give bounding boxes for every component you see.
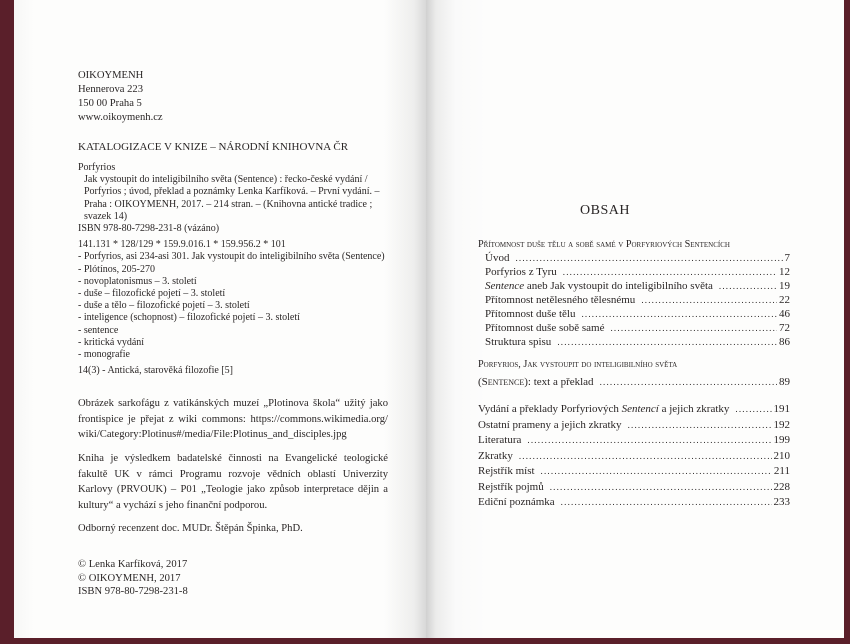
toc-entry[interactable] bbox=[485, 335, 790, 349]
dot-leader bbox=[641, 293, 777, 307]
catalog-subject: - inteligence (schopnost) – filozofické pojetí – 3. století bbox=[78, 312, 300, 324]
dot-leader bbox=[600, 375, 777, 389]
toc-entry-label bbox=[478, 418, 622, 432]
toc-entry-text: Struktura spisu bbox=[485, 336, 552, 348]
toc-entry[interactable] bbox=[485, 251, 790, 265]
toc-entry[interactable] bbox=[478, 433, 790, 447]
funding-note: Kniha je výsledkem badatelské činnosti na Evangelické teologické fakultě UK v rámci Programu rozvoje vědních oblastí Univerzity Karlovy (PRVOUK) – P01 „Teologie jako způsob interpretace dějin a kultury“ a vychází s jeho finanční podporou. bbox=[78, 453, 388, 511]
catalog-record bbox=[78, 162, 388, 377]
publisher-web: www.oikoymenh.cz bbox=[78, 112, 163, 123]
toc-entry[interactable] bbox=[485, 265, 790, 279]
dot-leader bbox=[550, 480, 772, 494]
toc-entry-italic: Sentencí bbox=[621, 403, 659, 415]
toc-section2-rest: : text a překlad bbox=[527, 376, 594, 388]
copyright-author: © Lenka Karfíková, 2017 bbox=[78, 559, 188, 570]
catalog-subject: - novoplatonismus – 3. století bbox=[78, 275, 197, 287]
toc-page-number: 22 bbox=[779, 294, 790, 306]
toc-entry-label bbox=[485, 307, 575, 321]
toc-entry[interactable] bbox=[478, 480, 790, 494]
toc-section1-heading: Přítomnost duše tělu a sobě samé v Porfyriových Sentencích bbox=[478, 239, 730, 250]
toc-entry-text: a jejich zkratky bbox=[658, 403, 730, 415]
toc-entry-text: Porfyrios z Tyru bbox=[485, 266, 557, 278]
dot-leader bbox=[541, 464, 772, 478]
toc-page-number: 199 bbox=[773, 434, 790, 446]
catalog-classification: 141.131 * 128/129 * 159.9.016.1 * 159.956.2 * 101 bbox=[78, 239, 286, 251]
toc-entry-label bbox=[478, 480, 544, 494]
dot-leader bbox=[628, 418, 772, 432]
dot-leader bbox=[735, 402, 771, 416]
toc-entry-label bbox=[485, 321, 604, 335]
toc-section2-heading: Porfyrios, Jak vystoupit do inteligibilního světa bbox=[478, 359, 678, 370]
toc-entry[interactable] bbox=[485, 321, 790, 335]
toc-entry-label bbox=[478, 464, 535, 478]
toc-entry-label bbox=[478, 449, 513, 463]
dot-leader bbox=[557, 335, 777, 349]
toc-entry-text: Zkratky bbox=[478, 449, 513, 462]
toc-entry-text: Literatura bbox=[478, 434, 522, 446]
catalog-conspectus: 14(3) - Antická, starověká filozofie [5] bbox=[78, 365, 233, 377]
toc-page-number: 12 bbox=[779, 266, 790, 278]
catalog-subject: - kritická vydání bbox=[78, 336, 145, 348]
toc-entry-italic: Sentence bbox=[485, 280, 525, 292]
catalog-subject: - monografie bbox=[78, 349, 130, 361]
toc-entry[interactable] bbox=[485, 279, 790, 293]
catalog-subject: - Porfyrios, asi 234-asi 301. Jak vystoupit do inteligibilního světa (Sentence) bbox=[78, 251, 385, 263]
dot-leader bbox=[519, 449, 772, 463]
toc-page-number: 210 bbox=[773, 449, 790, 462]
toc-section2-sc: (Sentence) bbox=[478, 376, 528, 388]
catalog-subject: - sentence bbox=[78, 324, 119, 336]
toc-entry-text: Přítomnost duše tělu bbox=[485, 308, 576, 320]
image-credit: Obrázek sarkofágu z vatikánských muzeí „Plotinova škola“ užitý jako frontispice je přejat z wiki commons: https://commons.wikimedia.org/ wiki/Category:Plotinus#/media/File:Plotinus_and_disciples.jpg bbox=[78, 398, 388, 441]
toc-entry-label bbox=[485, 265, 557, 279]
toc-page-number: 7 bbox=[784, 252, 790, 264]
dot-leader bbox=[561, 495, 772, 509]
toc-entry-text: aneb Jak vystoupit do inteligibilního světa bbox=[524, 280, 713, 292]
toc-entry-label bbox=[478, 402, 729, 416]
toc-entry-text: Ostatní prameny a jejich zkratky bbox=[478, 418, 622, 431]
toc-entry-label bbox=[485, 279, 713, 293]
dot-leader bbox=[610, 321, 777, 335]
toc-page-number: 211 bbox=[773, 465, 790, 477]
toc-entry-label bbox=[485, 335, 551, 349]
toc-page-number: 228 bbox=[773, 480, 790, 493]
toc-page-number: 72 bbox=[779, 322, 790, 334]
dot-leader bbox=[581, 307, 777, 321]
reviewer: Odborný recenzent doc. MUDr. Štěpán Špinka, PhD. bbox=[78, 523, 303, 534]
copyright-publisher: © OIKOYMENH, 2017 bbox=[78, 572, 181, 584]
toc-entry[interactable] bbox=[478, 449, 790, 463]
toc-entry-label bbox=[485, 251, 509, 265]
dot-leader bbox=[527, 433, 771, 447]
toc-entry[interactable] bbox=[478, 464, 790, 478]
toc-entry[interactable] bbox=[485, 307, 790, 321]
dot-leader bbox=[515, 251, 782, 265]
toc-page-number: 233 bbox=[773, 496, 790, 508]
toc-entry-text: Rejstřík pojmů bbox=[478, 480, 544, 493]
publisher-city: 150 00 Praha 5 bbox=[78, 98, 142, 109]
toc-entry-label bbox=[478, 433, 521, 447]
catalog-author: Porfyrios bbox=[78, 162, 116, 173]
toc-page-number: 191 bbox=[773, 403, 790, 415]
catalog-subject: - duše – filozofické pojetí – 3. století bbox=[78, 288, 226, 300]
catalog-heading: KATALOGIZACE V KNIZE – NÁRODNÍ KNIHOVNA ČR bbox=[78, 141, 349, 153]
toc-entry-text: Přítomnost netělesného tělesnému bbox=[485, 294, 636, 306]
toc-entry-text-translation[interactable] bbox=[478, 375, 790, 389]
toc-page-number: 89 bbox=[779, 376, 790, 388]
dot-leader bbox=[563, 265, 777, 279]
catalog-isbn: ISBN 978-80-7298-231-8 (vázáno) bbox=[78, 223, 220, 235]
toc-entry-label bbox=[478, 495, 555, 509]
catalog-subjects bbox=[78, 251, 388, 361]
toc-entry[interactable] bbox=[478, 495, 790, 509]
toc-title: OBSAH bbox=[580, 203, 630, 218]
copyright-isbn: ISBN 978-80-7298-231-8 bbox=[78, 586, 188, 597]
toc-entry[interactable] bbox=[485, 293, 790, 307]
toc-entry-text: Přítomnost duše sobě samé bbox=[485, 322, 605, 334]
toc-entry-text: Ediční poznámka bbox=[478, 496, 555, 508]
toc-page-number: 86 bbox=[779, 336, 790, 348]
toc-entry[interactable] bbox=[478, 418, 790, 432]
toc-entry-label bbox=[485, 293, 635, 307]
toc-entry-text: Úvod bbox=[485, 252, 510, 264]
toc-entry-text: Rejstřík míst bbox=[478, 465, 535, 477]
copyright-block bbox=[78, 558, 188, 599]
catalog-subject: - duše a tělo – filozofické pojetí – 3. století bbox=[78, 300, 250, 312]
catalog-subject: - Plótínos, 205-270 bbox=[78, 263, 155, 275]
publisher-street: Hennerova 223 bbox=[78, 84, 144, 95]
toc-entry[interactable] bbox=[478, 402, 790, 416]
dot-leader bbox=[719, 279, 777, 293]
catalog-description: Jak vystoupit do inteligibilního světa (Sentence) : řecko-české vydání / Porfyrios ; úvod, překlad a poznámky Lenka Karfíková. – První vydání. – Praha : OIKOYMENH, 2017. – 214 stran. – (Knihovna antické tradice ; svazek 14) bbox=[84, 174, 380, 222]
toc-page-number: 19 bbox=[779, 280, 790, 292]
toc-page-number: 192 bbox=[773, 418, 790, 431]
publisher-name: OIKOYMENH bbox=[78, 70, 144, 81]
toc-page-number: 46 bbox=[779, 308, 790, 320]
toc-entry-text: Vydání a překlady Porfyriových bbox=[478, 403, 622, 415]
